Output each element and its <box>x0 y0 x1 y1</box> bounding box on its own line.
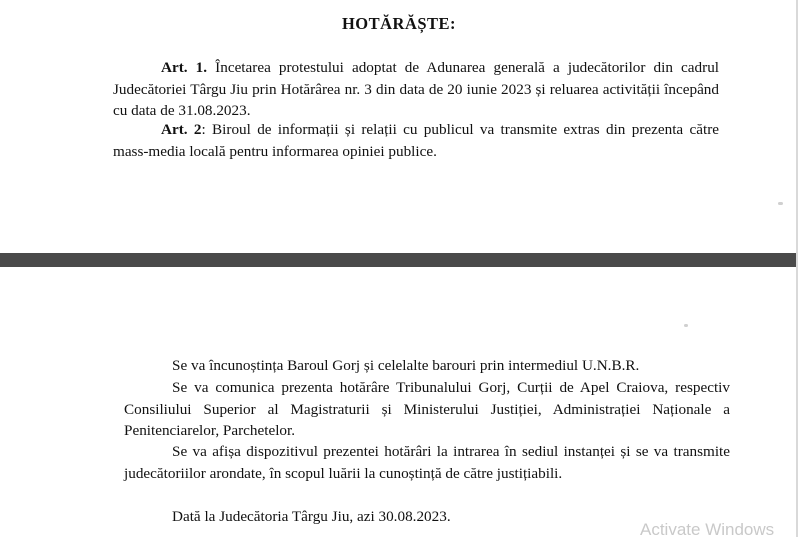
article-1 <box>113 57 719 122</box>
paragraph-display: Se va afișa dispozitivul prezentei hotărâri la intrarea în sediul instanței și se va transmite judecătoriilor arondate, în scopul luării la cunoștință de către justițiabili. <box>124 443 730 482</box>
article-1-label: Art. 1. <box>161 59 208 76</box>
paragraph-date-place: Dată la Judecătoria Târgu Jiu, azi 30.08.2023. <box>172 508 451 525</box>
article-1-text: Încetarea protestului adoptat de Adunarea generală a judecătorilor din cadrul Judecătoriei Târgu Jiu prin Hotărârea nr. 3 din data de 20 iunie 2023 și reluarea activității începând cu data de 31.08.2023. <box>113 59 720 119</box>
scan-speck <box>684 324 688 327</box>
article-2-label: Art. 2 <box>161 121 202 138</box>
activate-windows-watermark: Activate Windows <box>640 520 775 539</box>
document-page-bottom <box>0 267 798 537</box>
paragraph-communicate: Se va comunica prezenta hotărâre Tribunalului Gorj, Curții de Apel Craiova, respectiv Consiliului Superior al Magistraturii și Ministerului Justiției, Administrației Naționale a Penitenciarelor, Parchetelor. <box>124 379 730 439</box>
article-2 <box>113 119 719 162</box>
decision-heading: HOTĂRĂȘTE: <box>341 14 457 33</box>
article-2-text: : Biroul de informații și relații cu publicul va transmite extras din prezenta către mass-media locală pentru informarea opiniei publice. <box>113 121 719 160</box>
page-separator <box>0 253 798 267</box>
paragraph-notify-bar: Se va încunoștința Baroul Gorj și celelalte barouri prin intermediul U.N.B.R. <box>172 357 640 374</box>
document-page-top <box>0 0 798 253</box>
scan-speck <box>778 202 783 205</box>
